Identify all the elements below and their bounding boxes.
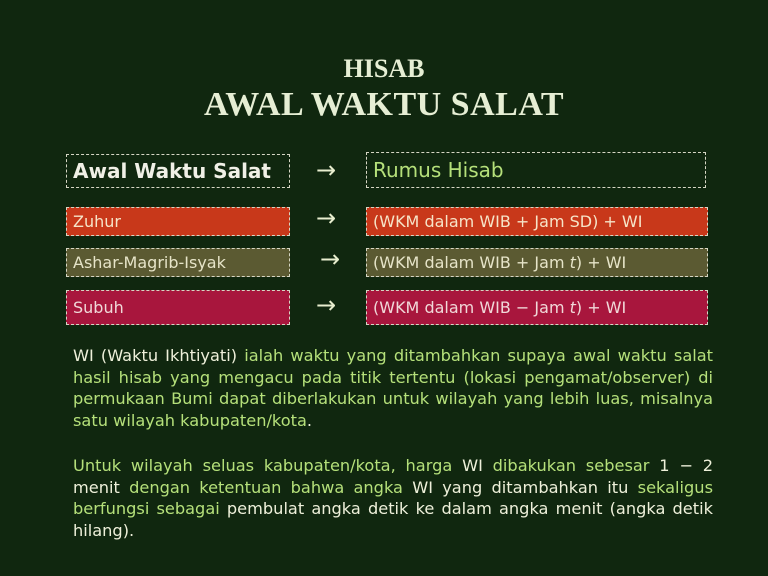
row-zuhur-arrow-icon: → xyxy=(315,204,337,232)
row-ashar-formula-cell xyxy=(366,248,708,277)
row-subuh-label: Subuh xyxy=(73,298,124,317)
row-ashar-label-cell xyxy=(66,248,290,277)
row-subuh-formula-cell xyxy=(366,290,708,325)
slide-title-line1: HISAB xyxy=(343,54,425,83)
row-zuhur-formula: (WKM dalam WIB + Jam SD) + WI xyxy=(373,212,643,231)
definition-paragraph: WI (Waktu Ikhtiyati) ialah waktu yang ditambahkan supaya awal waktu salat hasil hisab yang mengacu pada titik tertentu (lokasi pengamat/observer) di permukaan Bumi dapat diberlakukan untuk wilayah yang lebih luas, misalnya satu wilayah kabupaten/kota. xyxy=(73,346,714,431)
header-left-cell xyxy=(66,154,290,188)
row-zuhur-label-cell xyxy=(66,207,290,236)
slide-title-line2: AWAL WAKTU SALAT xyxy=(203,86,565,123)
header-right-cell xyxy=(366,152,706,188)
row-subuh-label-cell xyxy=(66,290,290,325)
row-zuhur-label: Zuhur xyxy=(73,212,121,231)
row-subuh-arrow-icon: → xyxy=(315,291,337,319)
row-ashar-arrow-icon: → xyxy=(319,245,341,273)
row-ashar-label: Ashar-Magrib-Isyak xyxy=(73,253,226,272)
header-left-label: Awal Waktu Salat xyxy=(73,159,271,183)
header-right-label: Rumus Hisab xyxy=(373,158,504,182)
header-arrow-icon: → xyxy=(315,156,337,184)
row-subuh-formula: (WKM dalam WIB − Jam t) + WI xyxy=(373,298,627,317)
row-zuhur-formula-cell xyxy=(366,207,708,236)
row-ashar-formula: (WKM dalam WIB + Jam t) + WI xyxy=(373,253,627,272)
standard-value-paragraph: Untuk wilayah seluas kabupaten/kota, harga WI dibakukan sebesar 1 − 2 menit dengan ketentuan bahwa angka WI yang ditambahkan itu sekaligus berfungsi sebagai pembulat angka detik ke dalam angka menit (angka detik hilang). xyxy=(73,456,714,541)
